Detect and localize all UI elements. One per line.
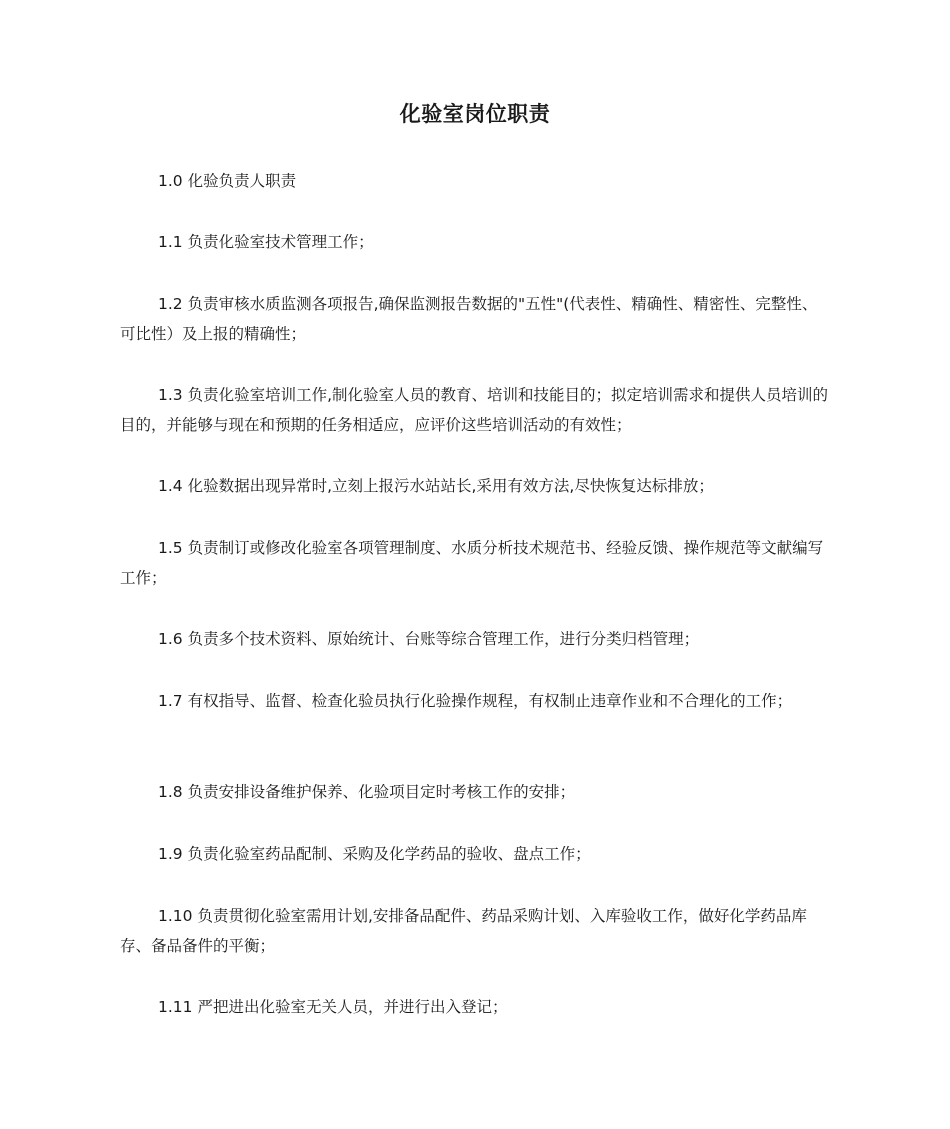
paragraph-1-5: 1.5 负责制订或修改化验室各项管理制度、水质分析技术规范书、经验反馈、操作规范等文献编写工作； <box>120 539 824 587</box>
paragraph-1-0: 1.0 化验负责人职责 <box>158 172 297 190</box>
document-title: 化验室岗位职责 <box>399 102 551 126</box>
paragraph-1-10: 1.10 负责贯彻化验室需用计划,安排备品配件、药品采购计划、入库验收工作，做好化学药品库存、备品备件的平衡； <box>120 907 807 955</box>
paragraph-1-11: 1.11 严把进出化验室无关人员，并进行出入登记； <box>158 998 508 1016</box>
paragraph-1-9: 1.9 负责化验室药品配制、采购及化学药品的验收、盘点工作； <box>158 845 591 863</box>
paragraph-1-2: 1.2 负责审核水质监测各项报告,确保监测报告数据的"五性"(代表性、精确性、精密性、完整性、可比性）及上报的精确性； <box>120 295 818 343</box>
paragraph-1-4: 1.4 化验数据出现异常时,立刻上报污水站站长,采用有效方法,尽快恢复达标排放； <box>158 477 714 495</box>
paragraph-1-8: 1.8 负责安排设备维护保养、化验项目定时考核工作的安排； <box>158 783 576 801</box>
paragraph-1-6: 1.6 负责多个技术资料、原始统计、台账等综合管理工作，进行分类归档管理； <box>158 630 700 648</box>
paragraph-1-7: 1.7 有权指导、监督、检查化验员执行化验操作规程，有权制止违章作业和不合理化的工作； <box>158 692 793 710</box>
paragraph-1-3: 1.3 负责化验室培训工作,制化验室人员的教育、培训和技能目的；拟定培训需求和提供人员培训的目的，并能够与现在和预期的任务相适应，应评价这些培训活动的有效性； <box>120 386 829 434</box>
paragraph-1-1: 1.1 负责化验室技术管理工作； <box>158 233 374 251</box>
